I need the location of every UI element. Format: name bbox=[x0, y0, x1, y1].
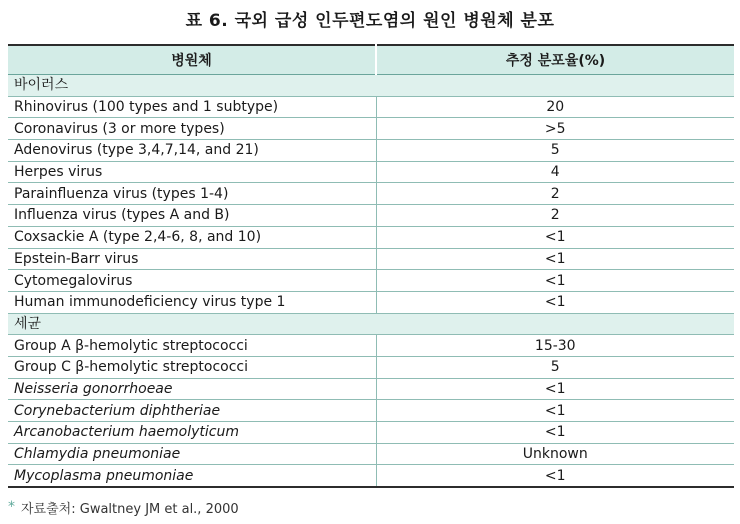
pathogen-table bbox=[8, 44, 734, 488]
footnote-marker: * bbox=[8, 499, 15, 515]
pathogen-name: Corynebacterium diphtheriae bbox=[8, 400, 376, 422]
table-row bbox=[8, 270, 734, 292]
pathogen-name: Epstein-Barr virus bbox=[8, 248, 376, 270]
pathogen-name: Coxsackie A (type 2,4-6, 8, and 10) bbox=[8, 226, 376, 248]
table-row bbox=[8, 335, 734, 357]
pathogen-name: Adenovirus (type 3,4,7,14, and 21) bbox=[8, 140, 376, 162]
group-row-bacteria bbox=[8, 313, 734, 335]
distribution-value: 2 bbox=[376, 183, 734, 205]
table-row bbox=[8, 161, 734, 183]
table-row bbox=[8, 248, 734, 270]
footnote-text: 자료출처: Gwaltney JM et al., 2000 bbox=[21, 502, 239, 517]
header-distribution: 추정 분포율(%) bbox=[376, 45, 734, 75]
distribution-value: <1 bbox=[376, 291, 734, 313]
distribution-value: <1 bbox=[376, 465, 734, 487]
pathogen-name: Herpes virus bbox=[8, 161, 376, 183]
table-row bbox=[8, 356, 734, 378]
pathogen-name: Rhinovirus (100 types and 1 subtype) bbox=[8, 96, 376, 118]
table-row bbox=[8, 205, 734, 227]
table-header-row bbox=[8, 45, 734, 75]
pathogen-name: Chlamydia pneumoniae bbox=[8, 443, 376, 465]
pathogen-name: Human immunodeficiency virus type 1 bbox=[8, 291, 376, 313]
pathogen-name: Parainfluenza virus (types 1-4) bbox=[8, 183, 376, 205]
table-row bbox=[8, 291, 734, 313]
distribution-value: <1 bbox=[376, 226, 734, 248]
table-row bbox=[8, 465, 734, 487]
table-row bbox=[8, 140, 734, 162]
group-label: 세균 bbox=[8, 313, 734, 335]
table-title: 표 6. 국외 급성 인두편도염의 원인 병원체 분포 bbox=[185, 11, 555, 31]
table-row bbox=[8, 422, 734, 444]
table-row bbox=[8, 226, 734, 248]
pathogen-name: Cytomegalovirus bbox=[8, 270, 376, 292]
distribution-value: <1 bbox=[376, 422, 734, 444]
table-row bbox=[8, 443, 734, 465]
pathogen-name: Arcanobacterium haemolyticum bbox=[8, 422, 376, 444]
distribution-value: 20 bbox=[376, 96, 734, 118]
table-row bbox=[8, 96, 734, 118]
distribution-value: 4 bbox=[376, 161, 734, 183]
pathogen-name: Neisseria gonorrhoeae bbox=[8, 378, 376, 400]
distribution-value: <1 bbox=[376, 270, 734, 292]
table-row bbox=[8, 183, 734, 205]
table-row bbox=[8, 118, 734, 140]
distribution-value: Unknown bbox=[376, 443, 734, 465]
distribution-value: 2 bbox=[376, 205, 734, 227]
header-pathogen: 병원체 bbox=[8, 45, 376, 75]
distribution-value: <1 bbox=[376, 248, 734, 270]
distribution-value: 15-30 bbox=[376, 335, 734, 357]
distribution-value: <1 bbox=[376, 400, 734, 422]
pathogen-name: Influenza virus (types A and B) bbox=[8, 205, 376, 227]
pathogen-name: Group A β-hemolytic streptococci bbox=[8, 335, 376, 357]
pathogen-name: Coronavirus (3 or more types) bbox=[8, 118, 376, 140]
group-label: 바이러스 bbox=[8, 75, 734, 97]
distribution-value: 5 bbox=[376, 140, 734, 162]
pathogen-name: Mycoplasma pneumoniae bbox=[8, 465, 376, 487]
table-row bbox=[8, 378, 734, 400]
table-row bbox=[8, 400, 734, 422]
pathogen-name: Group C β-hemolytic streptococci bbox=[8, 356, 376, 378]
distribution-value: <1 bbox=[376, 378, 734, 400]
distribution-value: >5 bbox=[376, 118, 734, 140]
source-footnote bbox=[8, 498, 239, 517]
distribution-value: 5 bbox=[376, 356, 734, 378]
group-row-virus bbox=[8, 75, 734, 97]
